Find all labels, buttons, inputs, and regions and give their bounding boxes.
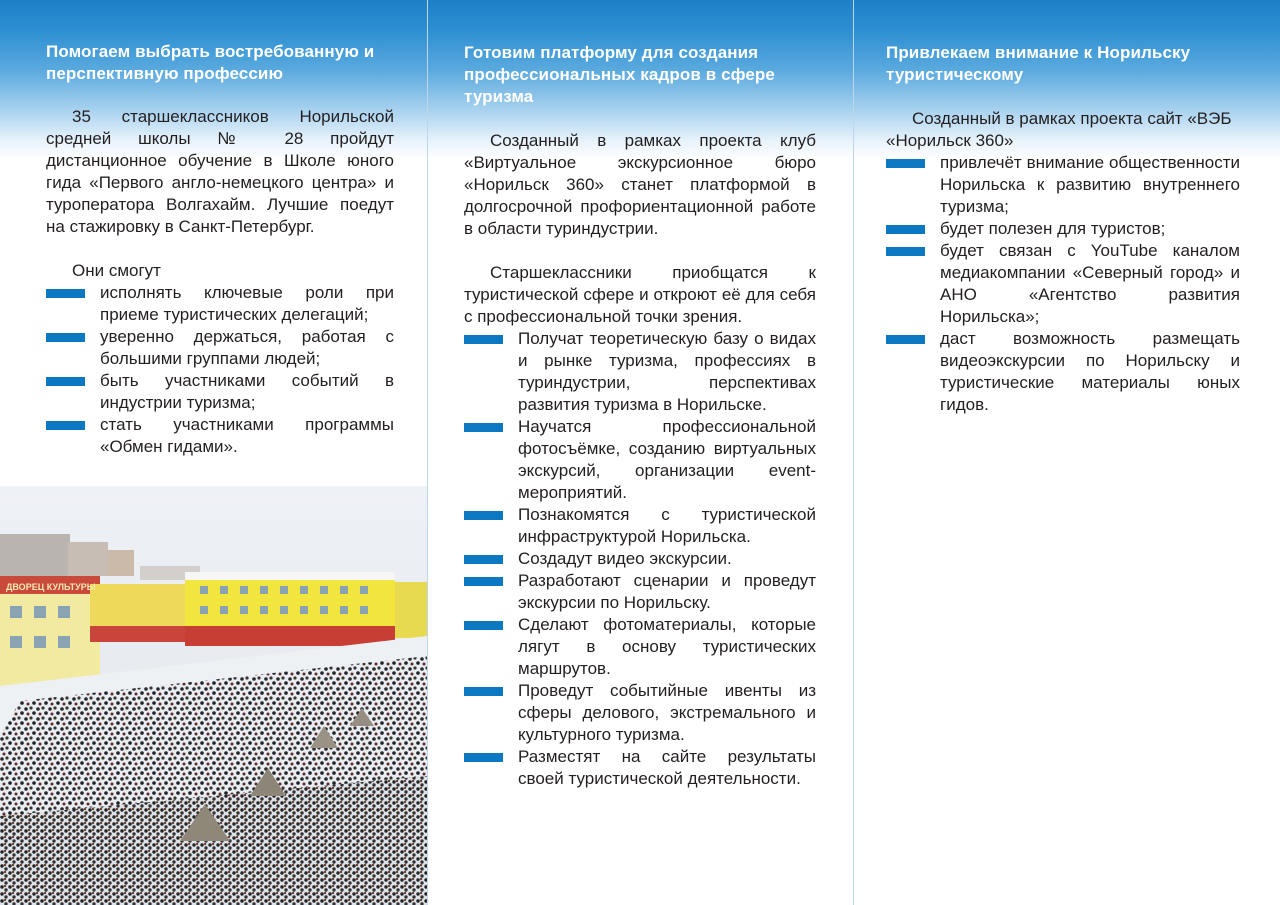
panel1-intro: 35 старшеклассников Норильской средней школы № 28 пройдут дистанционное обучение в Школе юного гида «Первого англо-немецкого центра» и туроператора Волгахайм. Лучшие поедут на стажировку в Санкт-Петербург. xyxy=(46,107,394,236)
bullet-bar-icon xyxy=(464,423,503,432)
bullet-bar-icon xyxy=(46,289,85,298)
bullet-bar-icon xyxy=(886,225,925,234)
bullet-bar-icon xyxy=(464,511,503,520)
list-item: Проведут событийные ивенты из сферы делового, экстремального и культурного туризма. xyxy=(464,680,816,746)
list-item: Разместят на сайте результаты своей туристической деятельности. xyxy=(464,746,816,790)
bullet-bar-icon xyxy=(886,247,925,256)
bullet-bar-icon xyxy=(464,555,503,564)
panel1-body xyxy=(46,106,394,458)
bullet-bar-icon xyxy=(46,421,85,430)
list-item: будет полезен для туристов; xyxy=(886,218,1240,240)
bullet-bar-icon xyxy=(886,335,925,344)
list-item: будет связан с YouTube каналом медиакомпании «Северный город» и АНО «Агентство развития Норильска»; xyxy=(886,240,1240,328)
list-item: даст возможность размещать видеоэкскурсии по Норильску и туристические материалы юных гидов. xyxy=(886,328,1240,416)
panel2-body xyxy=(464,130,816,790)
bullet-bar-icon xyxy=(46,377,85,386)
list-item: привлечёт внимание общественности Норильска к развитию внутреннего туризма; xyxy=(886,152,1240,218)
list-item: уверенно держаться, работая с большими группами людей; xyxy=(46,326,394,370)
bullet-bar-icon xyxy=(464,621,503,630)
panel3-heading: Привлекаем внимание к Норильску туристическому xyxy=(886,43,1191,84)
panel2-paragraph-2: Старшеклассники приобщатся к туристической сфере и откроют её для себя с профессиональной точки зрения. xyxy=(464,263,816,326)
panel-tourism-platform xyxy=(428,0,853,905)
panel1-lead: Они смогут xyxy=(72,261,161,280)
list-item: быть участниками событий в индустрии туризма; xyxy=(46,370,394,414)
list-item: Познакомятся с туристической инфраструктурой Норильска. xyxy=(464,504,816,548)
photo1-building-sign: ДВОРЕЦ КУЛЬТУРЫ xyxy=(6,582,96,592)
bullet-bar-icon xyxy=(464,753,503,762)
photo-winter-festival-crowd xyxy=(0,486,427,905)
panel3-body xyxy=(886,108,1240,416)
panel1-bullet-list xyxy=(46,282,394,458)
panel3-bullet-list xyxy=(886,152,1240,416)
bullet-bar-icon xyxy=(46,333,85,342)
list-item: Создадут видео экскурсии. xyxy=(464,548,816,570)
list-item: стать участниками программы «Обмен гидами». xyxy=(46,414,394,458)
panel1-heading: Помогаем выбрать востребованную и перспективную профессию xyxy=(46,42,375,83)
bullet-bar-icon xyxy=(886,159,925,168)
panel-attract-attention xyxy=(854,0,1280,905)
panel2-paragraph-1: Созданный в рамках проекта клуб «Виртуальное экскурсионное бюро «Норильск 360» станет платформой в долгосрочной профориентационной работе в области туриндустрии. xyxy=(464,131,816,238)
bullet-bar-icon xyxy=(464,335,503,344)
list-item: Научатся профессиональной фотосъёмке, созданию виртуальных экскурсий, организации event-мероприятий. xyxy=(464,416,816,504)
panel2-heading: Готовим платформу для создания профессиональных кадров в сфере туризма xyxy=(464,43,775,106)
list-item: Сделают фотоматериалы, которые лягут в основу туристических маршрутов. xyxy=(464,614,816,680)
list-item: Получат теоретическую базу о видах и рынке туризма, профессиях в туриндустрии, перспективах развития туризма в Норильске. xyxy=(464,328,816,416)
panel2-bullet-list xyxy=(464,328,816,790)
bullet-bar-icon xyxy=(464,687,503,696)
list-item: Разработают сценарии и проведут экскурсии по Норильску. xyxy=(464,570,816,614)
list-item: исполнять ключевые роли при приеме туристических делегаций; xyxy=(46,282,394,326)
bullet-bar-icon xyxy=(464,577,503,586)
panel-career-choice xyxy=(0,0,427,905)
panel3-lead: Созданный в рамках проекта сайт «ВЭБ «Норильск 360» xyxy=(886,109,1232,150)
